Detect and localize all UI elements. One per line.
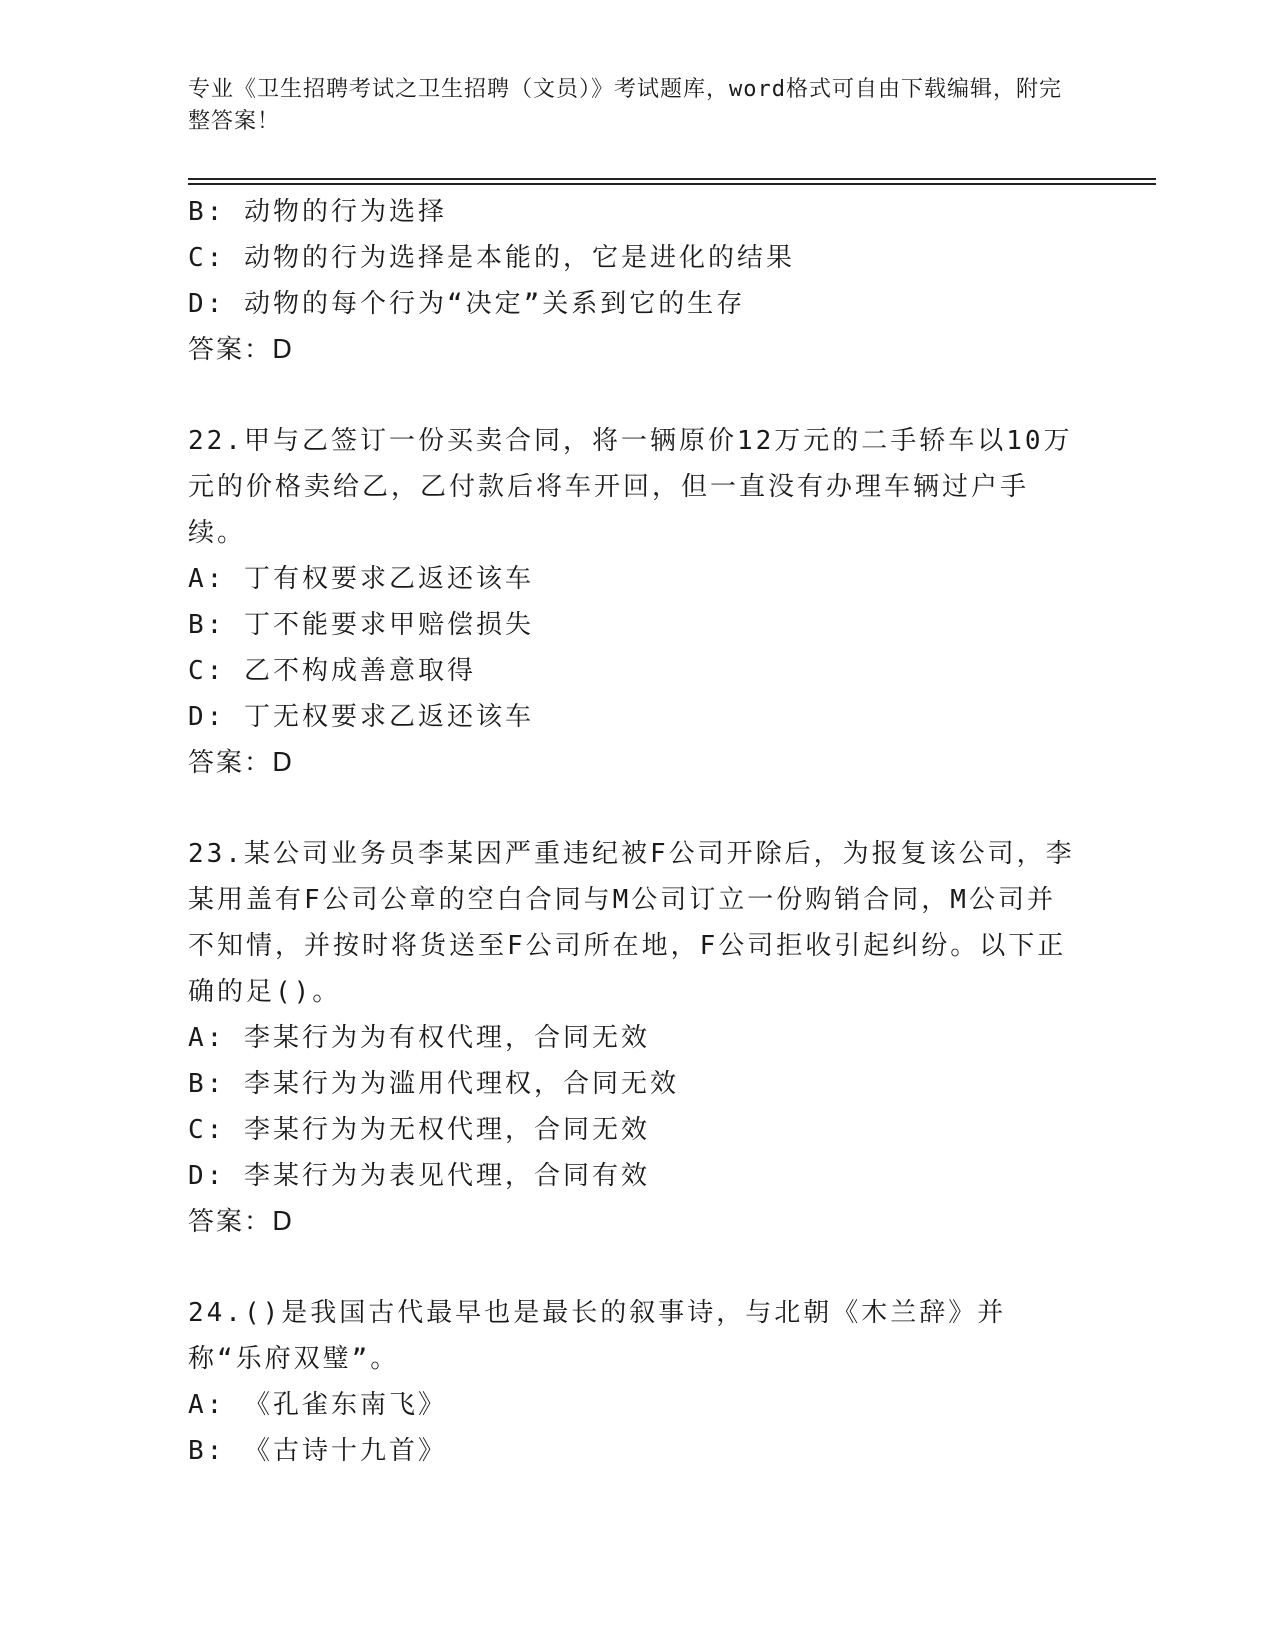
option-b: B: 丁不能要求甲赔偿损失 [188,610,534,640]
option-a: A: 李某行为为有权代理，合同无效 [188,1023,650,1053]
answer-line: 答案：D [188,335,295,365]
question-block-24 [188,1290,1078,1474]
option-d: D: 动物的每个行为“决定”关系到它的生存 [188,289,746,319]
document-header: 专业《卫生招聘考试之卫生招聘（文员）》考试题库，word格式可自由下载编辑，附完整答案！ [188,77,1062,134]
option-b: B: 李某行为为滥用代理权，合同无效 [188,1069,679,1099]
option-d: D: 李某行为为表见代理，合同有效 [188,1161,650,1191]
question-text: 24.()是我国古代最早也是最长的叙事诗，与北朝《木兰辞》并称“乐府双璧”。 [188,1298,1007,1374]
question-block-23 [188,831,1078,1245]
option-c: C: 李某行为为无权代理，合同无效 [188,1115,650,1145]
question-block-21 [188,189,1078,373]
question-block-22 [188,418,1078,786]
question-text: 22.甲与乙签订一份买卖合同，将一辆原价12万元的二手轿车以10万元的价格卖给乙，乙付款后将车开回，但一直没有办理车辆过户手续。 [188,426,1073,548]
question-text: 23.某公司业务员李某因严重违纪被F公司开除后，为报复该公司，李某用盖有F公司公章的空白合同与M公司订立一份购销合同，M公司并不知情，并按时将货送至F公司所在地，F公司拒收引起纠纷。以下正确的足()。 [188,839,1075,1007]
option-a: A: 《孔雀东南飞》 [188,1390,447,1420]
option-d: D: 丁无权要求乙返还该车 [188,702,534,732]
header-rule-top [188,178,1156,180]
option-a: A: 丁有权要求乙返还该车 [188,564,534,594]
option-c: C: 乙不构成善意取得 [188,656,476,686]
option-b: B: 《古诗十九首》 [188,1436,447,1466]
answer-line: 答案：D [188,748,295,778]
answer-line: 答案：D [188,1207,295,1237]
document-body [188,189,1078,1474]
option-c: C: 动物的行为选择是本能的，它是进化的结果 [188,243,795,273]
option-b: B: 动物的行为选择 [188,197,447,227]
header-rule-bottom [188,183,1156,185]
